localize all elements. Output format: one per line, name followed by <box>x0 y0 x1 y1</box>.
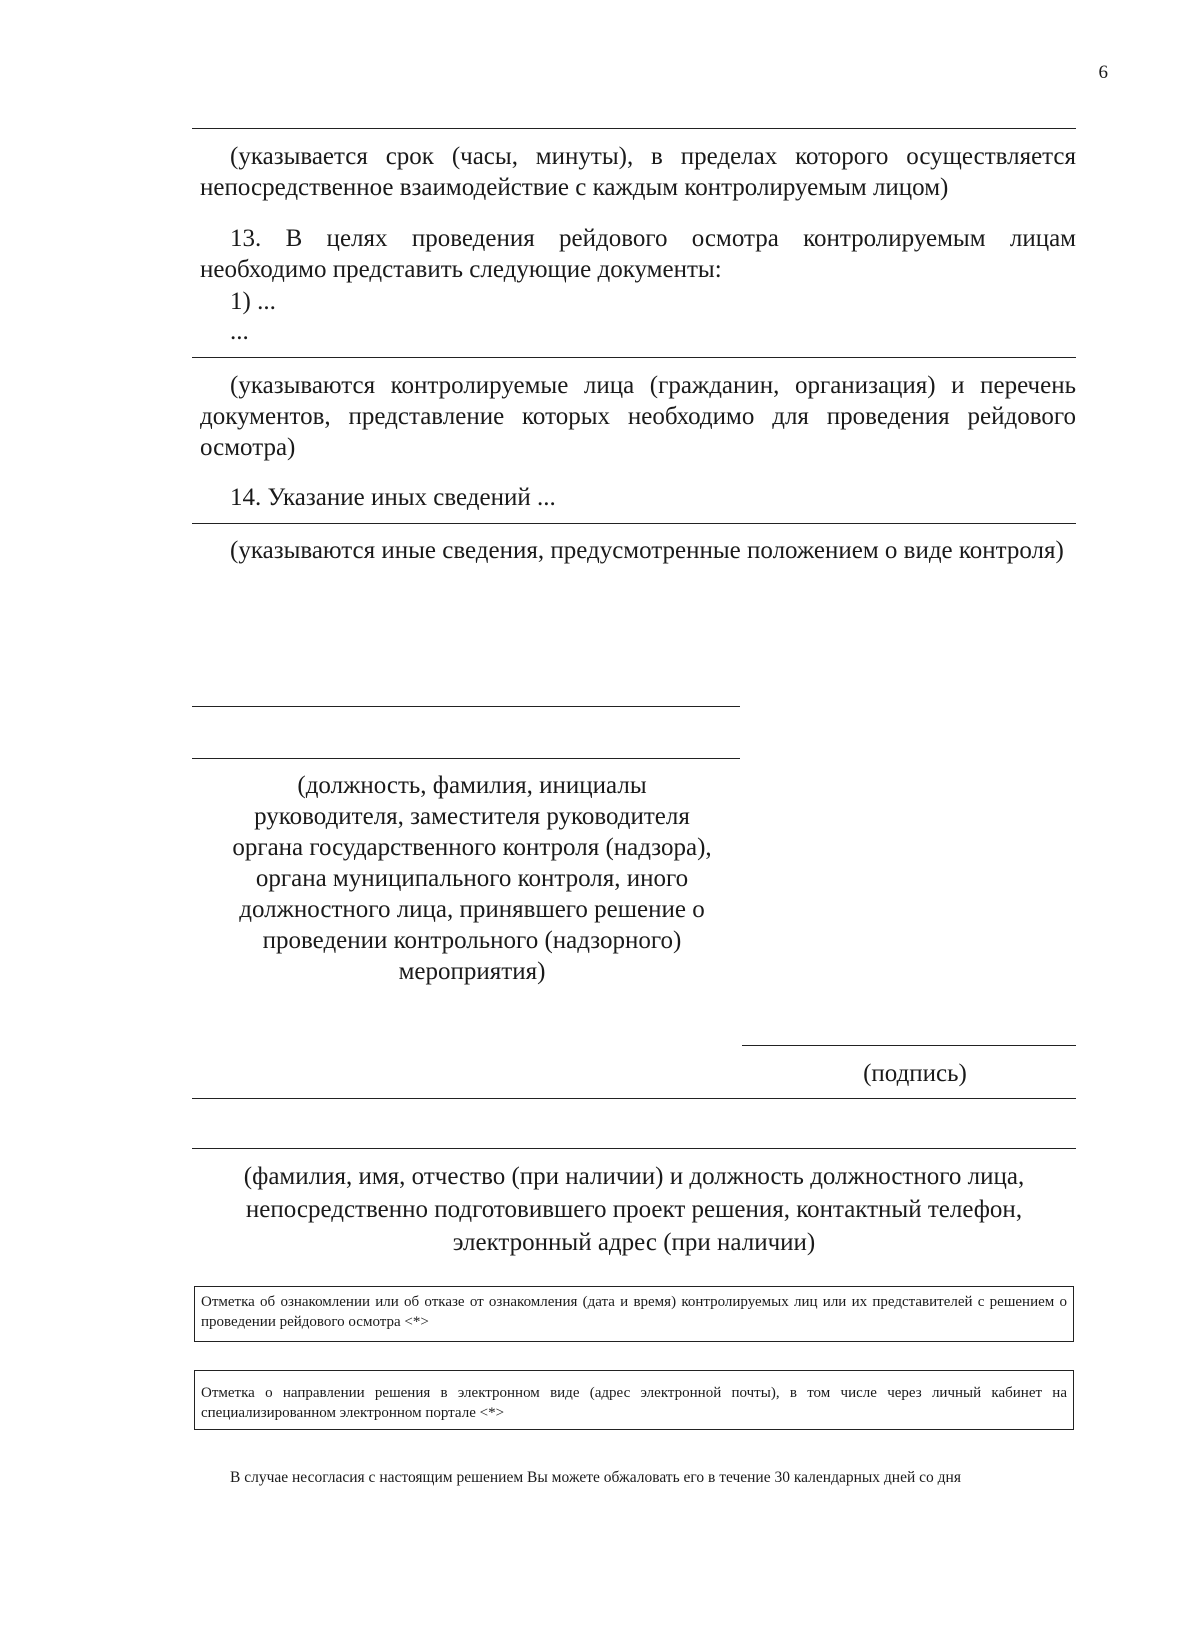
section13-item-1: 1) ... <box>230 288 276 315</box>
section14-caption: (указываются иные сведения, предусмотренные положением о виде контроля) <box>230 537 1064 564</box>
preparer-caption-line: (фамилия, имя, отчество (при наличии) и должность должностного лица, <box>243 1163 1025 1190</box>
section13-fill-line <box>192 357 1076 358</box>
official-caption-line: руководителя, заместителя руководителя <box>254 803 690 830</box>
appeal-notice: В случае несогласия с настоящим решением Вы можете обжаловать его в течение 30 календарных дней со дня <box>230 1469 961 1486</box>
official-caption-line: органа муниципального контроля, иного <box>255 865 689 892</box>
section13-heading: 13. В целях проведения рейдового осмотра контролируемым лицам необходимо представить следующие документы: <box>200 225 1076 283</box>
section14-fill-line <box>192 523 1076 524</box>
official-caption-line: органа государственного контроля (надзора), <box>232 834 712 861</box>
preparer-caption-line: непосредственно подготовившего проект решения, контактный телефон, <box>245 1196 1023 1223</box>
section14-heading: 14. Указание иных сведений ... <box>230 484 556 511</box>
official-caption-line: мероприятия) <box>398 958 546 985</box>
preparer-fill-line-2 <box>192 1148 1076 1149</box>
preparer-caption <box>192 1160 1076 1259</box>
official-fill-line-1 <box>192 706 740 707</box>
section13-ellipsis: ... <box>230 318 249 345</box>
signature-caption: (подпись) <box>863 1060 967 1087</box>
preparer-caption-line: электронный адрес (при наличии) <box>452 1229 816 1256</box>
acknowledgement-box: Отметка об ознакомлении или об отказе от ознакомления (дата и время) контролируемых лиц или их представителей с решением о проведении рейдового осмотра <*> <box>194 1286 1074 1342</box>
section12-caption: (указывается срок (часы, минуты), в пределах которого осуществляется непосредственное взаимодействие с каждым контролируемым лицом) <box>200 143 1076 201</box>
section13-caption: (указываются контролируемые лица (гражданин, организация) и перечень документов, представление которых необходимо для проведения рейдового осмотра) <box>200 372 1076 461</box>
signature-line <box>742 1045 1076 1046</box>
electronic-delivery-box: Отметка о направлении решения в электронном виде (адрес электронной почты), в том числе через личный кабинет на специализированном электронном портале <*> <box>194 1370 1074 1430</box>
official-fill-line-2 <box>192 758 740 759</box>
page-number: 6 <box>1098 62 1108 83</box>
section12-fill-line <box>192 128 1076 129</box>
official-caption-line: (должность, фамилия, инициалы <box>297 772 647 799</box>
official-caption <box>192 770 752 987</box>
preparer-fill-line-1 <box>192 1098 1076 1099</box>
official-caption-line: проведении контрольного (надзорного) <box>262 927 682 954</box>
official-caption-line: должностного лица, принявшего решение о <box>239 896 705 923</box>
